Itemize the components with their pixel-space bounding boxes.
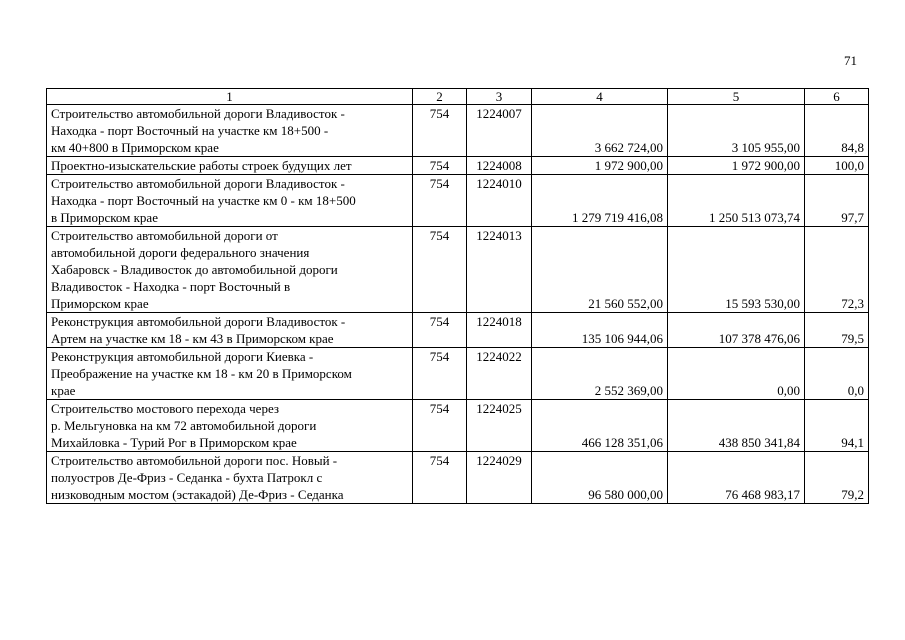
budget-table	[46, 88, 869, 504]
actual-amount-cell: 76 468 983,17	[668, 452, 805, 504]
column-header-4: 4	[532, 89, 668, 105]
percent-cell: 97,7	[805, 175, 869, 227]
object-code-cell: 1224007	[467, 105, 532, 157]
ministry-code-cell: 754	[413, 227, 467, 313]
object-code-cell: 1224013	[467, 227, 532, 313]
header-row	[47, 89, 869, 105]
column-header-6: 6	[805, 89, 869, 105]
object-name-cell: Проектно-изыскательские работы строек будущих лет	[47, 157, 413, 175]
actual-amount-cell: 107 378 476,06	[668, 313, 805, 348]
column-header-5: 5	[668, 89, 805, 105]
table-row	[47, 105, 869, 157]
table-row	[47, 348, 869, 400]
planned-amount-cell: 96 580 000,00	[532, 452, 668, 504]
planned-amount-cell: 1 279 719 416,08	[532, 175, 668, 227]
object-code-cell: 1224022	[467, 348, 532, 400]
actual-amount-cell: 438 850 341,84	[668, 400, 805, 452]
object-name-cell: Строительство мостового перехода через р. Мельгуновка на км 72 автомобильной дороги Михайловка - Турий Рог в Приморском крае	[47, 400, 413, 452]
actual-amount-cell: 1 250 513 073,74	[668, 175, 805, 227]
ministry-code-cell: 754	[413, 452, 467, 504]
planned-amount-cell: 1 972 900,00	[532, 157, 668, 175]
percent-cell: 84,8	[805, 105, 869, 157]
table-row	[47, 400, 869, 452]
column-header-1: 1	[47, 89, 413, 105]
table-row	[47, 157, 869, 175]
object-code-cell: 1224010	[467, 175, 532, 227]
column-header-3: 3	[467, 89, 532, 105]
ministry-code-cell: 754	[413, 175, 467, 227]
percent-cell: 79,5	[805, 313, 869, 348]
object-name-cell: Реконструкция автомобильной дороги Киевка - Преображение на участке км 18 - км 20 в Приморском крае	[47, 348, 413, 400]
actual-amount-cell: 1 972 900,00	[668, 157, 805, 175]
planned-amount-cell: 135 106 944,06	[532, 313, 668, 348]
ministry-code-cell: 754	[413, 313, 467, 348]
object-code-cell: 1224018	[467, 313, 532, 348]
ministry-code-cell: 754	[413, 400, 467, 452]
percent-cell: 0,0	[805, 348, 869, 400]
object-code-cell: 1224029	[467, 452, 532, 504]
table-row	[47, 313, 869, 348]
table-row	[47, 227, 869, 313]
ministry-code-cell: 754	[413, 348, 467, 400]
object-name-cell: Строительство автомобильной дороги Владивосток - Находка - порт Восточный на участке км 0 - км 18+500 в Приморском крае	[47, 175, 413, 227]
percent-cell: 94,1	[805, 400, 869, 452]
actual-amount-cell: 0,00	[668, 348, 805, 400]
object-name-cell: Строительство автомобильной дороги пос. Новый - полуостров Де-Фриз - Седанка - бухта Патрокл с низководным мостом (эстакадой) Де-Фриз - Седанка	[47, 452, 413, 504]
object-name-cell: Реконструкция автомобильной дороги Владивосток - Артем на участке км 18 - км 43 в Приморском крае	[47, 313, 413, 348]
column-header-2: 2	[413, 89, 467, 105]
planned-amount-cell: 21 560 552,00	[532, 227, 668, 313]
percent-cell: 100,0	[805, 157, 869, 175]
planned-amount-cell: 3 662 724,00	[532, 105, 668, 157]
planned-amount-cell: 2 552 369,00	[532, 348, 668, 400]
actual-amount-cell: 15 593 530,00	[668, 227, 805, 313]
percent-cell: 72,3	[805, 227, 869, 313]
page-number: 71	[844, 53, 857, 68]
actual-amount-cell: 3 105 955,00	[668, 105, 805, 157]
object-code-cell: 1224025	[467, 400, 532, 452]
object-name-cell: Строительство автомобильной дороги Владивосток - Находка - порт Восточный на участке км 18+500 - км 40+800 в Приморском крае	[47, 105, 413, 157]
planned-amount-cell: 466 128 351,06	[532, 400, 668, 452]
table-row	[47, 175, 869, 227]
object-name-cell: Строительство автомобильной дороги от автомобильной дороги федерального значения Хабаровск - Владивосток до автомобильной дороги Владивосток - Находка - порт Восточный в Приморском крае	[47, 227, 413, 313]
ministry-code-cell: 754	[413, 157, 467, 175]
percent-cell: 79,2	[805, 452, 869, 504]
object-code-cell: 1224008	[467, 157, 532, 175]
table-row	[47, 452, 869, 504]
ministry-code-cell: 754	[413, 105, 467, 157]
